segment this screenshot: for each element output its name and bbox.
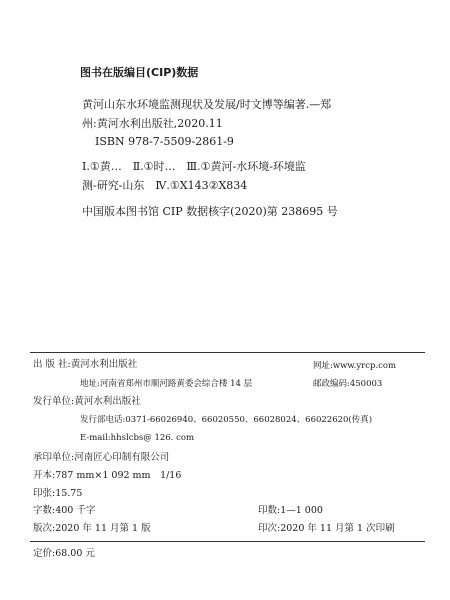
cip-line-1: 黄河山东水环境监测现状及发展/时文博等编著.—郑 <box>82 98 332 111</box>
sales-phone: 发行部电话:0371-66026940、66020550、66028024、66022620(传真) <box>80 415 373 425</box>
sheets: 印张:15.75 <box>33 488 83 499</box>
print-count: 印数:1—1 000 <box>258 505 323 516</box>
edition: 版次:2020 年 11 月第 1 版 <box>33 523 151 534</box>
distributor: 发行单位:黄河水利出版社 <box>33 396 141 407</box>
price: 定价:68.00 元 <box>33 548 95 559</box>
cip-record-number: 中国版本图书馆 CIP 数据核字(2020)第 238695 号 <box>82 205 338 218</box>
divider-top <box>30 352 425 353</box>
website: 网址:www.yrcp.com <box>313 361 397 371</box>
cip-heading: 图书在版编目(CIP)数据 <box>80 66 199 79</box>
printing: 印次:2020 年 11 月第 1 次印刷 <box>258 523 395 534</box>
word-count: 字数:400 千字 <box>33 505 96 516</box>
format: 开本:787 mm×1 092 mm 1/16 <box>33 470 182 481</box>
cip-line-4: Ⅰ.①黄… Ⅱ.①时… Ⅲ.①黄河-水环境-环境监 <box>82 160 306 173</box>
cip-line-5: 测-研究-山东 Ⅳ.①X143②X834 <box>82 179 248 192</box>
postcode: 邮政编码:450003 <box>313 379 383 389</box>
cip-isbn: ISBN 978-7-5509-2861-9 <box>95 135 234 148</box>
printer: 承印单位:河南匠心印制有限公司 <box>33 452 170 463</box>
publisher: 出 版 社:黄河水利出版社 <box>33 359 138 370</box>
cip-line-2: 州:黄河水利出版社,2020.11 <box>82 117 223 130</box>
divider-bottom <box>30 541 425 542</box>
address: 地址:河南省郑州市顺河路黄委会综合楼 14 层 <box>80 379 253 389</box>
email: E-mail:hhslcbs@ 126. com <box>80 433 195 443</box>
